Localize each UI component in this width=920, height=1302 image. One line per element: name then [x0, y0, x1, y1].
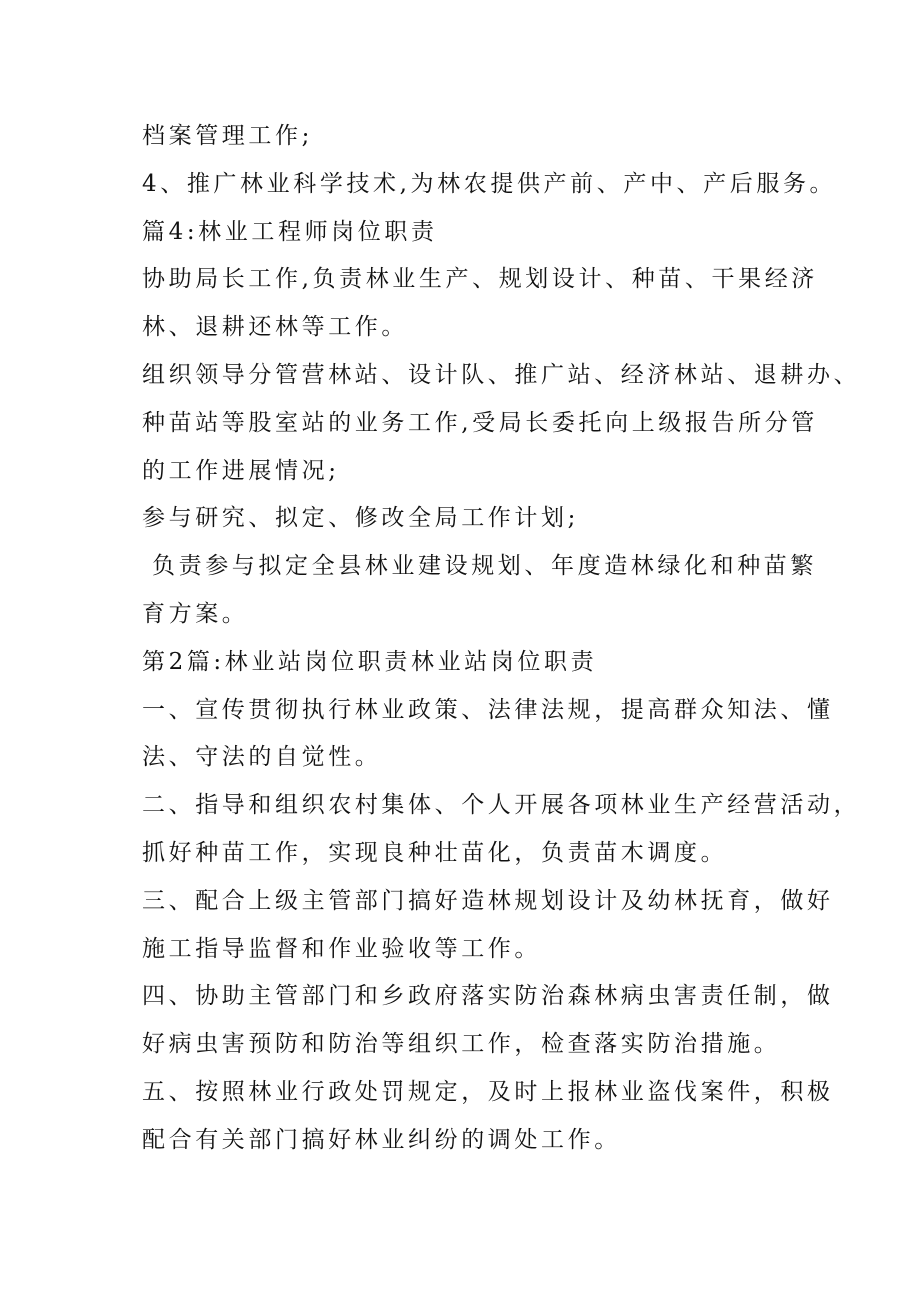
- text-line: 组织领导分管营林站、设计队、推广站、经济林站、退耕办、: [142, 361, 861, 388]
- text-line: 的工作进展情况;: [142, 457, 340, 484]
- text-line: 育方案。: [142, 600, 249, 627]
- document-body: [142, 113, 861, 1165]
- text-line: 4、推广林业科学技术,为林农提供产前、产中、产后服务。: [142, 170, 837, 197]
- text-line: 参与研究、拟定、修改全局工作计划;: [142, 505, 579, 532]
- text-line: 法、守法的自觉性。: [142, 744, 382, 771]
- text-line: 配合有关部门搞好林业纠纷的调处工作。: [142, 1126, 621, 1153]
- text-line: 施工指导监督和作业验收等工作。: [142, 935, 541, 962]
- text-line: 协助局长工作,负责林业生产、规划设计、种苗、干果经济: [142, 266, 818, 293]
- text-line: 五、按照林业行政处罚规定，及时上报林业盗伐案件，积极: [142, 1078, 834, 1105]
- text-line: 一、宣传贯彻执行林业政策、法律法规，提高群众知法、懂: [142, 696, 834, 723]
- text-line: 种苗站等股室站的业务工作,受局长委托向上级报告所分管: [142, 409, 818, 436]
- text-line: 档案管理工作;: [142, 123, 313, 149]
- text-line: 四、协助主管部门和乡政府落实防治森林病虫害责任制，做: [142, 983, 834, 1010]
- text-line: 林、退耕还林等工作。: [142, 314, 408, 341]
- text-line: 三、配合上级主管部门搞好造林规划设计及幼林抚育，做好: [142, 887, 834, 914]
- section-heading: 第2篇:林业站岗位职责林业站岗位职责: [142, 648, 598, 675]
- section-heading: 篇4:林业工程师岗位职责: [142, 218, 438, 245]
- text-line: 好病虫害预防和防治等组织工作，检查落实防治措施。: [142, 1031, 781, 1058]
- text-line: 负责参与拟定全县林业建设规划、年度造林绿化和种苗繁: [152, 553, 817, 580]
- text-line: 二、指导和组织农村集体、个人开展各项林业生产经营活动，: [142, 792, 861, 819]
- text-line: 抓好种苗工作，实现良种壮苗化，负责苗木调度。: [142, 839, 728, 866]
